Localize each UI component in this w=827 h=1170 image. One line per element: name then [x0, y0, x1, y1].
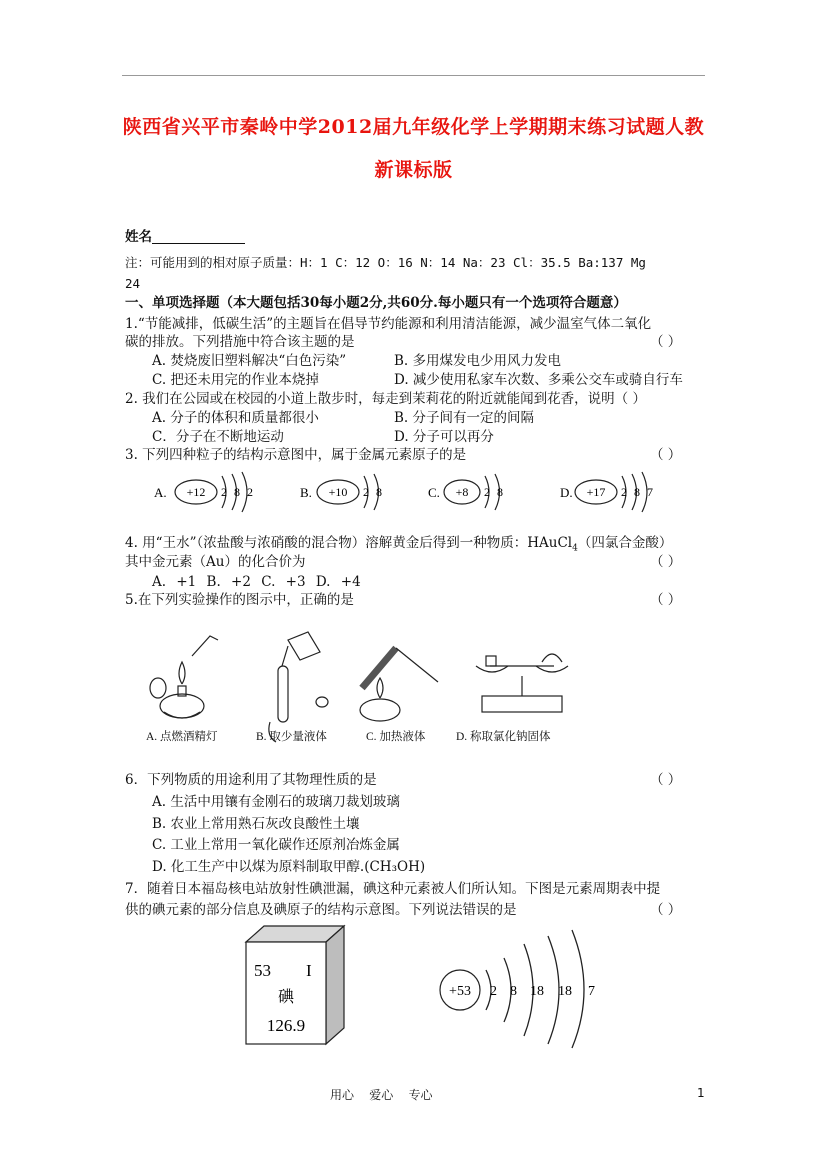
q5-answer-paren: （ ）	[650, 592, 682, 608]
atomic-number: 53	[254, 961, 271, 980]
q3-d-label: D.	[560, 485, 573, 500]
q3-c-label: C.	[428, 485, 440, 500]
q2-option-c: C．分子在不断地运动	[152, 429, 284, 445]
q2-stem: 2. 我们在公园或在校园的小道上散步时，每走到茉莉花的附近就能闻到花香，说明（ ）	[125, 391, 646, 407]
q7-stem-1: 7．随着日本福岛核电站放射性碘泄漏，碘这种元素被人们所认知。下图是元素周期表中提	[125, 881, 661, 897]
name-blank	[152, 229, 245, 244]
q5-caption-c: C. 加热液体	[366, 731, 426, 743]
q3-answer-paren: （ ）	[650, 447, 682, 463]
page-number: 1	[697, 1086, 705, 1100]
atomic-mass: 126.9	[266, 1016, 306, 1035]
q3-c-shells: 2 8	[484, 485, 505, 499]
q3-option-b-diagram	[300, 474, 384, 510]
q3-b-shells: 2 8	[363, 485, 384, 499]
q3-d-shells: 2 8 7	[621, 485, 655, 499]
section-heading: 一、单项选择题（本大题包括30每小题2分,共60分.每小题只有一个选项符合题意）	[125, 295, 627, 311]
q2-option-b: B. 分子间有一定的间隔	[394, 410, 535, 426]
footer-motto: 用心 爱心 专心	[330, 1088, 433, 1102]
q1-option-a: A. 焚烧废旧塑料解决“白色污染”	[152, 353, 347, 369]
balance-base	[482, 696, 562, 712]
second-lamp	[150, 678, 166, 698]
q5-caption-d: D. 称取氯化钠固体	[456, 731, 551, 743]
reagent-bottle	[288, 632, 320, 660]
q5-c-heat-liquid	[360, 648, 438, 721]
q1-option-d: D. 减少使用私家车次数、多乘公交车或骑自行车	[394, 372, 683, 388]
shell-count-4: 18	[558, 984, 572, 999]
q4-stem-1-tail: （四氯合金酸）	[577, 535, 673, 551]
name-field	[125, 228, 245, 247]
title-line-2: 新课标版	[374, 159, 453, 181]
q1-stem-2: 碳的排放。下列措施中符合该主题的是	[125, 334, 355, 350]
q5-stem: 5.在下列实验操作的图示中，正确的是	[125, 592, 354, 608]
lamp-base	[164, 712, 200, 718]
q6-option-d: D. 化工生产中以煤为原料制取甲醇.(CH₃OH)	[152, 859, 426, 875]
q3-option-a-diagram	[154, 472, 255, 512]
q4-answer-paren: （ ）	[650, 554, 682, 570]
stopper	[316, 697, 328, 707]
q3-option-d-diagram	[560, 472, 655, 512]
q4-stem-2: 其中金元素（Au）的化合价为	[125, 554, 306, 570]
cell-side-face	[326, 926, 344, 1044]
q5-b-pour-liquid	[269, 632, 328, 742]
shell-count-3: 18	[530, 984, 544, 999]
q1-stem-1: 1.“节能减排，低碳生活”的主题旨在倡导节约能源和利用清洁能源，减少温室气体二氧化	[125, 316, 652, 332]
lamp-body	[360, 699, 400, 721]
q1-option-b: B. 多用煤发电少用风力发电	[394, 353, 562, 369]
q3-stem: 3. 下列四种粒子的结构示意图中，属于金属元素原子的是	[125, 447, 467, 463]
q2-option-a: A. 分子的体积和质量都很小	[152, 410, 319, 426]
q3-c-nucleus: +8	[455, 485, 469, 499]
shell-count-5: 7	[588, 984, 595, 999]
salt-pile	[542, 654, 562, 662]
q2-option-d: D. 分子可以再分	[394, 429, 494, 445]
weight	[486, 656, 496, 666]
q1-option-c: C. 把还未用完的作业本烧掉	[152, 372, 319, 388]
q3-a-nucleus: +12	[186, 485, 206, 499]
atom-nucleus: +53	[449, 984, 471, 999]
q3-a-shells: 2 8 2	[221, 485, 255, 499]
flame-icon	[179, 662, 185, 684]
electron-shell	[572, 930, 584, 1048]
q3-atom-diagrams	[140, 466, 700, 518]
q3-b-label: B.	[300, 485, 312, 500]
q4-options: A. +1 B. +2 C. +3 D. +4	[152, 574, 361, 590]
left-pan	[476, 666, 508, 672]
test-tube	[278, 666, 288, 722]
q6-option-c: C. 工业上常用一氧化碳作还原剂冶炼金属	[152, 837, 400, 853]
right-pan	[536, 666, 568, 672]
q7-answer-paren: （ ）	[650, 902, 682, 918]
title-line-1: 陕西省兴平市秦岭中学2012届九年级化学上学期期末练习试题人教	[122, 116, 705, 138]
q5-caption-a: A. 点燃酒精灯	[146, 731, 218, 743]
pour-stream	[282, 646, 288, 666]
q3-option-c-diagram	[428, 474, 505, 510]
q1-answer-paren: （ ）	[650, 334, 682, 350]
q6-option-a: A. 生活中用镶有金刚石的玻璃刀裁划玻璃	[152, 794, 400, 810]
q7-iodine-atom-diagram	[432, 922, 612, 1050]
header-rule	[122, 75, 705, 76]
q5-d-balance	[476, 654, 568, 712]
element-symbol: I	[306, 961, 312, 980]
q6-answer-paren: （ ）	[650, 772, 682, 788]
lamp-body	[160, 694, 204, 718]
q7-element-cell	[240, 924, 350, 1048]
q4-stem-1-text: 4. 用“王水”（浓盐酸与浓硝酸的混合物）溶解黄金后得到一种物质：HAuCl	[125, 535, 573, 551]
element-name: 碘	[277, 989, 295, 1006]
q4-subscript: 4	[572, 543, 578, 554]
q6-option-b: B. 农业上常用熟石灰改良酸性土壤	[152, 816, 360, 832]
note-line-2: 24	[125, 276, 141, 291]
q5-caption-b: B. 取少量液体	[256, 731, 327, 743]
shell-count-2: 8	[510, 984, 517, 999]
q6-stem: 6．下列物质的用途利用了其物理性质的是	[125, 772, 377, 788]
lighting-hand	[192, 636, 218, 656]
name-label: 姓名	[125, 229, 152, 245]
flame-icon	[377, 678, 383, 698]
test-tube	[362, 648, 396, 688]
note-line-1: 注：可能用到的相对原子质量：H：1 C：12 O：16 N：14 Na：23 Cl：35.5 Ba:137 Mg	[125, 255, 646, 270]
q3-b-nucleus: +10	[328, 485, 348, 499]
q3-a-label: A.	[154, 485, 167, 500]
test-tube-holder	[396, 648, 438, 682]
q3-d-nucleus: +17	[586, 485, 606, 499]
q7-stem-2: 供的碘元素的部分信息及碘原子的结构示意图。下列说法错误的是	[125, 902, 517, 918]
q5-a-alcohol-lamp	[150, 636, 218, 718]
shell-count-1: 2	[490, 984, 497, 999]
